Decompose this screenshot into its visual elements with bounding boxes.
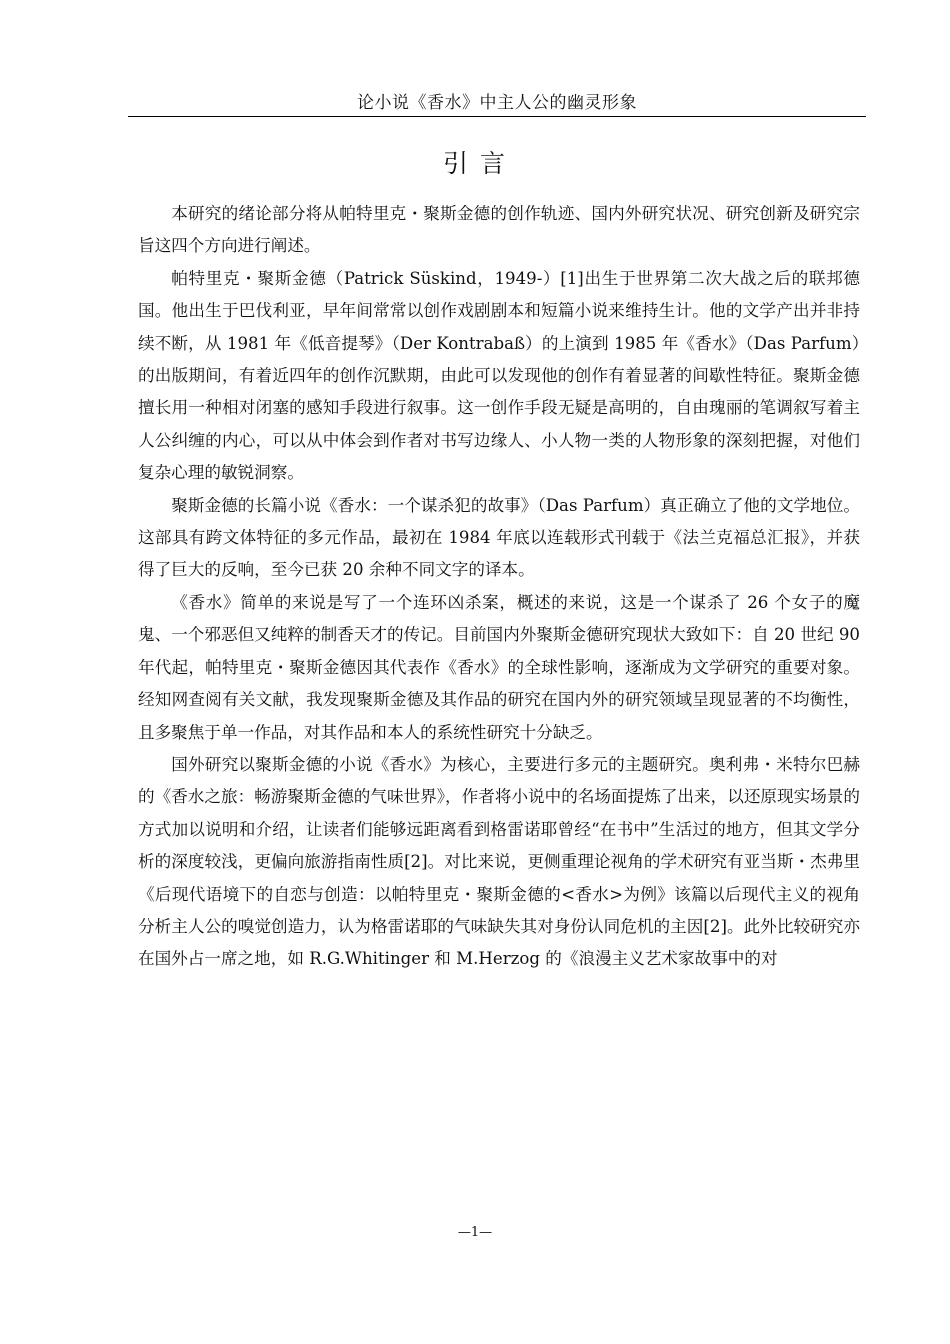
- paragraph: 国外研究以聚斯金德的小说《香水》为核心，主要进行多元的主题研究。奥利弗・米特尔巴赫的《香水之旅：畅游聚斯金德的气味世界》，作者将小说中的名场面提炼了出来，以还原现实场景的方式加以说明和介绍，让读者们能够远距离看到格雷诺耶曾经“在书中”生活过的地方，但其文学分析的深度较浅，更偏向旅游指南性质[2]。对比来说，更侧重理论视角的学术研究有亚当斯・杰弗里《后现代语境下的自恋与创造：以帕特里克・聚斯金德的<香水>为例》该篇以后现代主义的视角分析主人公的嗅觉创造力，认为格雷诺耶的气味缺失其对身份认同危机的主因[2]。此外比较研究亦在国外占一席之地，如 R.G.Whitinger 和 M.Herzog 的《浪漫主义艺术家故事中的对: [138, 754, 860, 969]
- paragraph: 聚斯金德的长篇小说《香水：一个谋杀犯的故事》（Das Parfum）真正确立了他的文学地位。这部具有跨文体特征的多元作品，最初在 1984 年底以连载形式刊载于《法兰克福总汇报》，并获得了巨大的反响，至今已获 20 余种不同文字的译本。: [138, 495, 860, 580]
- paragraph: 帕特里克・聚斯金德（Patrick Süskind，1949-）[1]出生于世界第二次大战之后的联邦德国。他出生于巴伐利亚，早年间常常以创作戏剧剧本和短篇小说来维持生计。他的文学产出并非持续不断，从 1981 年《低音提琴》（Der Kontrabaß）的上演到 1985 年《香水》（Das Parfum）的出版期间，有着近四年的创作沉默期，由此可以发现他的创作有着显著的间歇性特征。聚斯金德擅长用一种相对闭塞的感知手段进行叙事。这一创作手段无疑是高明的，自由瑰丽的笔调叙写着主人公纠缠的内心，可以从中体会到作者对书写边缘人、小人物一类的人物形象的深刻把握，对他们复杂心理的敏锐洞察。: [138, 268, 860, 483]
- running-header: [128, 90, 866, 117]
- section-title: 引 言: [443, 149, 507, 178]
- running-header-title: 论小说《香水》中主人公的幽灵形象: [357, 93, 637, 113]
- paragraph: 本研究的绪论部分将从帕特里克・聚斯金德的创作轨迹、国内外研究状况、研究创新及研究宗旨这四个方向进行阐述。: [138, 204, 860, 256]
- paragraph: 《香水》简单的来说是写了一个连环凶杀案，概述的来说，这是一个谋杀了 26 个女子的魔鬼、一个邪恶但又纯粹的制香天才的传记。目前国内外聚斯金德研究现状大致如下：自 20 世纪 90 年代起，帕特里克・聚斯金德因其代表作《香水》的全球性影响，逐渐成为文学研究的重要对象。经知网查阅有关文献，我发现聚斯金德及其作品的研究在国内外的研究领域呈现显著的不均衡性，且多聚焦于单一作品，对其作品和本人的系统性研究十分缺乏。: [138, 592, 860, 742]
- body-text: [138, 198, 860, 976]
- page-number: —1—: [457, 1225, 493, 1240]
